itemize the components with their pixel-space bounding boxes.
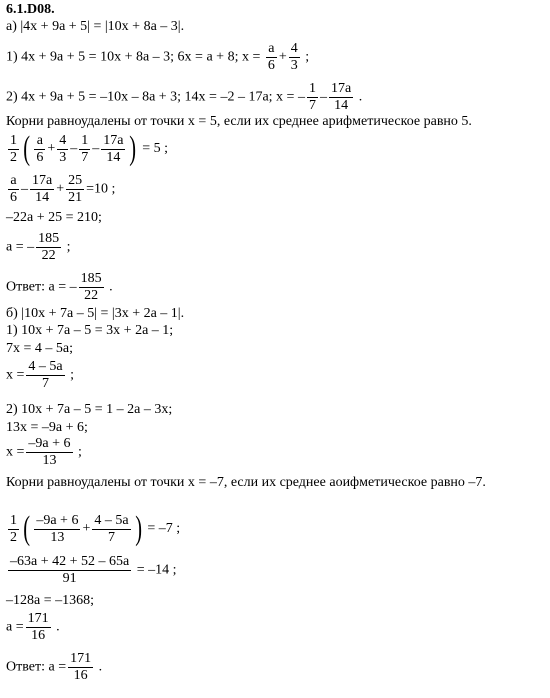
left-paren: ( [23, 130, 31, 167]
numerator: 4 – 5a [28, 359, 63, 374]
part-b-eq-1 [6, 512, 180, 546]
numerator: 1 [81, 132, 89, 148]
part-b-condition: Корни равноудалены от точки x = –7, если их среднее аоифметическое равно –7. [6, 475, 486, 490]
numerator: 185 [38, 231, 60, 246]
fraction [34, 134, 45, 165]
fraction [289, 42, 300, 73]
part-a-case-2 [6, 82, 362, 113]
part-a-case-1 [6, 42, 309, 73]
fraction [8, 555, 131, 586]
denominator: 16 [31, 628, 46, 643]
numerator: 4 – 5a [94, 512, 129, 528]
fraction [8, 514, 19, 545]
fraction [266, 42, 277, 73]
text: Ответ: a = – [6, 279, 77, 295]
part-b-root-1 [6, 360, 74, 391]
part-b-case-2-step: 13x = –9a + 6; [6, 420, 88, 435]
fraction [79, 134, 90, 165]
denominator: 91 [62, 571, 77, 586]
numerator: a [266, 42, 277, 58]
fraction [30, 174, 54, 205]
punct: . [109, 279, 113, 295]
punct: . [358, 89, 363, 105]
text: x = [6, 367, 25, 383]
fraction [329, 82, 353, 113]
punct: . [98, 659, 103, 675]
part-b-eq-3: –128a = –1368; [6, 593, 94, 608]
denominator: 7 [81, 149, 89, 165]
numerator: 185 [80, 271, 102, 286]
problem-title: 6.1.D08. [6, 2, 55, 17]
operator: + [56, 181, 65, 197]
numerator: 17a [330, 81, 352, 96]
text: a = [6, 619, 24, 635]
denominator: 22 [84, 288, 99, 303]
denominator: 6 [267, 58, 275, 73]
text: 1) 4x + 9a + 5 = 10x + 8a – 3; 6x = a + 8; x = [6, 49, 261, 65]
denominator: 14 [334, 98, 349, 113]
numerator: –63a + 42 + 52 – 65a [10, 554, 130, 569]
denominator: 6 [36, 149, 44, 165]
numerator: 171 [70, 651, 92, 666]
fraction [57, 134, 68, 165]
denominator: 3 [290, 58, 298, 73]
text: x = [6, 444, 25, 460]
numerator: 1 [10, 512, 17, 528]
left-paren: ( [23, 510, 31, 547]
equals-text: = –7 ; [147, 521, 181, 537]
fraction [79, 272, 104, 303]
part-b-case-1-step: 7x = 4 – 5a; [6, 341, 73, 356]
part-a-eq-2 [6, 174, 115, 205]
numerator: 171 [27, 611, 49, 626]
operator: + [278, 49, 287, 65]
equals-text: = 5 ; [142, 141, 169, 157]
fraction [307, 82, 318, 113]
numerator: 17a [103, 132, 124, 148]
punct: . [56, 619, 60, 635]
numerator: –9a + 6 [28, 436, 71, 451]
numerator: 25 [68, 173, 83, 188]
operator: – [21, 181, 28, 197]
denominator: 6 [10, 190, 17, 205]
numerator: 4 [290, 41, 298, 56]
fraction [26, 437, 72, 468]
punct: ; [66, 239, 71, 255]
operator: + [82, 521, 91, 537]
part-a-eq-3: –22a + 25 = 210; [6, 210, 102, 225]
equals-text: = –14 ; [136, 562, 177, 578]
text: Ответ: a = [6, 659, 67, 675]
part-b-equation: б) |10x + 7a – 5| = |3x + 2a – 1|. [6, 306, 185, 321]
denominator: 2 [10, 529, 17, 545]
part-a-equation: а) |4x + 9a + 5| = |10x + 8a – 3|. [6, 19, 185, 34]
denominator: 2 [10, 149, 17, 165]
part-b-root-2 [6, 437, 82, 468]
fraction [68, 652, 93, 683]
denominator: 22 [41, 248, 56, 263]
denominator: 14 [106, 149, 121, 165]
right-paren: ) [134, 510, 142, 547]
denominator: 3 [59, 149, 67, 165]
equals-text: =10 ; [86, 181, 116, 197]
fraction [92, 514, 130, 545]
part-a-eq-1 [6, 132, 168, 166]
part-a-answer [6, 272, 113, 303]
operator: – [92, 141, 100, 157]
denominator: 13 [50, 529, 65, 545]
fraction [66, 174, 84, 205]
operator: + [47, 141, 56, 157]
numerator: a [8, 174, 19, 190]
operator: – [319, 89, 327, 105]
punct: ; [305, 49, 310, 65]
fraction [8, 134, 19, 165]
fraction [26, 612, 51, 643]
part-b-answer [6, 652, 102, 683]
numerator: 4 [59, 132, 67, 148]
punct: ; [78, 444, 82, 460]
denominator: 7 [42, 376, 50, 391]
denominator: 7 [308, 98, 316, 113]
fraction [34, 514, 80, 545]
punct: ; [70, 367, 75, 383]
denominator: 21 [68, 190, 83, 205]
right-paren: ) [129, 130, 137, 167]
part-b-eq-2 [6, 555, 177, 586]
part-a-eq-4 [6, 232, 71, 263]
fraction [26, 360, 64, 391]
numerator: –9a + 6 [36, 512, 79, 528]
denominator: 16 [73, 668, 88, 683]
part-a-condition: Корни равноудалены от точки x = 5, если их среднее арифметическое равно 5. [6, 114, 472, 129]
numerator: 17a [32, 173, 53, 188]
denominator: 14 [35, 190, 50, 205]
numerator: 1 [10, 132, 17, 148]
fraction [36, 232, 61, 263]
operator: – [70, 141, 78, 157]
text: a = – [6, 239, 35, 255]
numerator: 1 [308, 81, 316, 96]
numerator: a [34, 134, 45, 150]
fraction [101, 134, 125, 165]
fraction [8, 174, 19, 205]
denominator: 7 [107, 529, 115, 545]
part-b-case-2: 2) 10x + 7a – 5 = 1 – 2a – 3x; [6, 402, 173, 417]
part-b-eq-4 [6, 612, 60, 643]
text: 2) 4x + 9a + 5 = –10x – 8a + 3; 14x = –2 – 17a; x = – [6, 89, 305, 105]
denominator: 13 [42, 453, 57, 468]
part-b-case-1: 1) 10x + 7a – 5 = 3x + 2a – 1; [6, 323, 174, 338]
